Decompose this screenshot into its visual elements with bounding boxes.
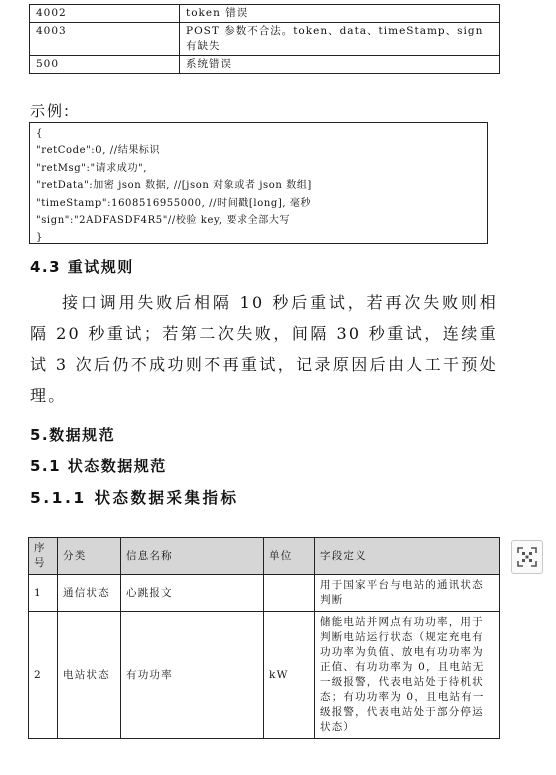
cell-name: 有功功率 — [121, 612, 264, 739]
col-header-name: 信息名称 — [121, 538, 264, 575]
col-header-definition: 字段定义 — [315, 538, 500, 575]
cell-category: 电站状态 — [58, 612, 121, 739]
error-desc: token 错误 — [180, 5, 500, 23]
cell-name: 心跳报文 — [121, 575, 264, 612]
table-row — [30, 5, 500, 23]
cell-category: 通信状态 — [58, 575, 121, 612]
table-row — [29, 575, 500, 612]
qr-scan-icon-glyph — [517, 547, 537, 567]
error-code-table — [29, 4, 500, 74]
table-header-row — [29, 538, 500, 575]
cell-no: 2 — [29, 612, 58, 739]
cell-definition: 用于国家平台与电站的通讯状态判断 — [315, 575, 500, 612]
error-code: 4002 — [30, 5, 180, 23]
table-row — [30, 23, 500, 56]
code-line: "timeStamp":1608516955000, //时间戳[long], 毫秒 — [36, 197, 312, 209]
cell-no: 1 — [29, 575, 58, 612]
section-heading-5-1-1: 5.1.1 状态数据采集指标 — [30, 489, 239, 507]
table-row — [30, 56, 500, 74]
status-data-table — [28, 537, 500, 739]
error-code: 4003 — [30, 23, 180, 56]
col-header-unit: 单位 — [264, 538, 315, 575]
code-line: "retData":加密 json 数据, //[json 对象或者 json 数组] — [36, 180, 312, 192]
code-example-box — [29, 122, 488, 244]
section-heading-5: 5.数据规范 — [30, 426, 116, 444]
error-desc: POST 参数不合法。token、data、timeStamp、sign 有缺失 — [180, 23, 500, 56]
code-line: { — [36, 128, 43, 139]
code-line: "retCode":0, //结果标识 — [36, 145, 161, 157]
section-heading-4-3: 4.3 重试规则 — [30, 258, 134, 276]
code-line: "retMsg":"请求成功", — [36, 162, 148, 174]
qr-scan-icon[interactable] — [511, 540, 543, 574]
col-header-no: 序号 — [29, 538, 58, 575]
retry-paragraph-text: 接口调用失败后相隔 10 秒后重试，若再次失败则相隔 20 秒重试；若第二次失败，间隔 30 秒重试，连续重试 3 次后仍不成功则不再重试，记录原因后由人工干预处理。 — [30, 293, 498, 405]
code-line: } — [36, 232, 43, 244]
cell-unit: kW — [264, 612, 315, 739]
example-label: 示例: — [30, 102, 72, 120]
cell-definition: 储能电站并网点有功功率，用于判断电站运行状态（规定充电有功功率为负值、放电有功功率为正值、有功功率为 0，且电站无一级报警，代表电站处于待机状态；有功功率为 0，且电站有一级报警，代表电站处于部分停运状态） — [315, 612, 500, 739]
code-line: "sign":"2ADFASDF4R5"//校验 key, 要求全部大写 — [36, 215, 291, 227]
col-header-category: 分类 — [58, 538, 121, 575]
error-desc: 系统错误 — [180, 56, 500, 74]
section-heading-5-1: 5.1 状态数据规范 — [30, 457, 167, 475]
table-row — [29, 612, 500, 739]
cell-unit — [264, 575, 315, 612]
retry-paragraph — [30, 287, 498, 411]
error-code: 500 — [30, 56, 180, 74]
